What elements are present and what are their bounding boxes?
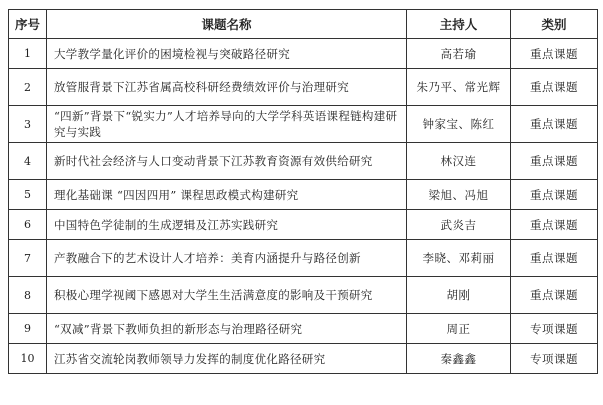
row-category: 专项课题: [511, 314, 598, 344]
row-title: 新时代社会经济与人口变动背景下江苏教育资源有效供给研究: [47, 143, 407, 180]
row-title: “四新”背景下“锐实力”人才培养导向的大学学科英语课程链构建研究与实践: [47, 106, 407, 143]
row-category: 重点课题: [511, 106, 598, 143]
row-title: 产教融合下的艺术设计人才培养：美育内涵提升与路径创新: [47, 240, 407, 277]
row-host: 胡刚: [407, 277, 511, 314]
row-title: 理化基础课 “四因四用” 课程思政模式构建研究: [47, 180, 407, 210]
table-row: [9, 344, 598, 374]
row-no: 10: [9, 344, 47, 374]
header-no: 序号: [9, 10, 47, 39]
row-title: “双减”背景下教师负担的新形态与治理路径研究: [47, 314, 407, 344]
row-category: 重点课题: [511, 39, 598, 69]
row-host: 梁旭、冯旭: [407, 180, 511, 210]
row-no: 7: [9, 240, 47, 277]
row-no: 5: [9, 180, 47, 210]
table-row: [9, 180, 598, 210]
table-row: [9, 240, 598, 277]
row-category: 重点课题: [511, 240, 598, 277]
row-category: 重点课题: [511, 69, 598, 106]
row-title: 中国特色学徒制的生成逻辑及江苏实践研究: [47, 210, 407, 240]
table-row: [9, 39, 598, 69]
row-host: 朱乃平、常光辉: [407, 69, 511, 106]
projects-table: [8, 9, 598, 374]
row-category: 重点课题: [511, 277, 598, 314]
row-no: 8: [9, 277, 47, 314]
row-no: 4: [9, 143, 47, 180]
table-row: [9, 106, 598, 143]
row-category: 专项课题: [511, 344, 598, 374]
table-header-row: [9, 10, 598, 39]
row-host: 高若瑜: [407, 39, 511, 69]
row-category: 重点课题: [511, 180, 598, 210]
projects-table-container: [8, 9, 597, 374]
row-title: 放管服背景下江苏省属高校科研经费绩效评价与治理研究: [47, 69, 407, 106]
table-row: [9, 314, 598, 344]
row-category: 重点课题: [511, 143, 598, 180]
row-title: 江苏省交流轮岗教师领导力发挥的制度优化路径研究: [47, 344, 407, 374]
row-host: 李晓、邓莉丽: [407, 240, 511, 277]
row-no: 6: [9, 210, 47, 240]
row-no: 2: [9, 69, 47, 106]
row-host: 秦鑫鑫: [407, 344, 511, 374]
table-row: [9, 143, 598, 180]
row-category: 重点课题: [511, 210, 598, 240]
row-no: 1: [9, 39, 47, 69]
row-no: 9: [9, 314, 47, 344]
table-row: [9, 69, 598, 106]
row-no: 3: [9, 106, 47, 143]
row-title: 大学教学量化评价的困境检视与突破路径研究: [47, 39, 407, 69]
header-title: 课题名称: [47, 10, 407, 39]
header-host: 主持人: [407, 10, 511, 39]
row-host: 武炎吉: [407, 210, 511, 240]
row-host: 钟家宝、陈红: [407, 106, 511, 143]
table-row: [9, 277, 598, 314]
row-title: 积极心理学视阈下感恩对大学生生活满意度的影响及干预研究: [47, 277, 407, 314]
table-row: [9, 210, 598, 240]
row-host: 周正: [407, 314, 511, 344]
header-category: 类别: [511, 10, 598, 39]
row-host: 林汉连: [407, 143, 511, 180]
